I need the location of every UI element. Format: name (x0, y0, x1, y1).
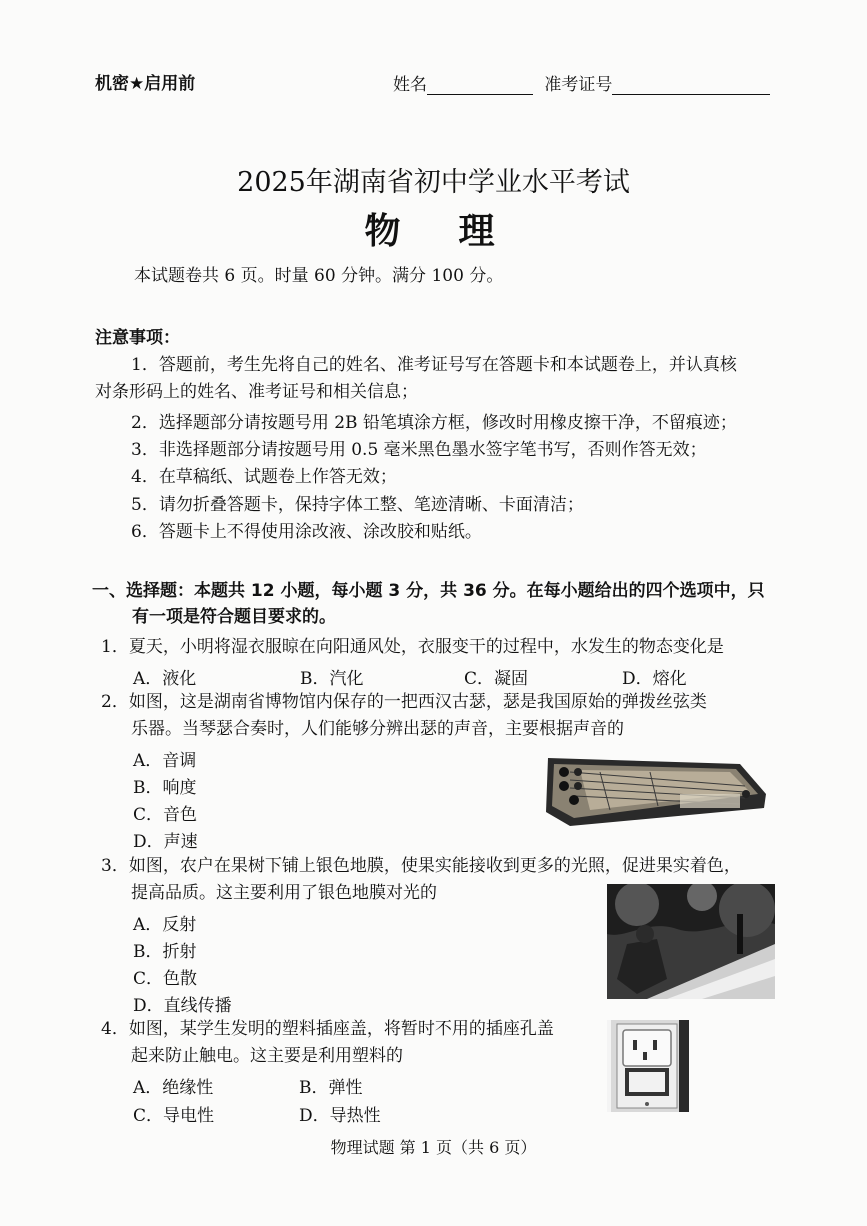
section-heading: 一、选择题：本题共 12 小题，每小题 3 分，共 36 分。在每小题给出的四个选项中，只 (92, 581, 765, 601)
option: B．弹性 (299, 1078, 363, 1098)
option: D．声速 (133, 832, 198, 852)
section-heading-cont: 有一项是符合题目要求的。 (132, 607, 336, 627)
question-stem-cont: 起来防止触电。这主要是利用塑料的 (131, 1046, 403, 1066)
option: D．熔化 (622, 669, 687, 689)
note-item: 2．选择题部分请按题号用 2B 铅笔填涂方框，修改时用橡皮擦干净，不留痕迹； (131, 413, 737, 433)
subject-title: 物理 (364, 210, 553, 252)
name-label: 姓名 (393, 75, 427, 95)
note-item: 3．非选择题部分请按题号用 0.5 毫米黑色墨水签字笔书写，否则作答无效； (131, 440, 707, 460)
option: D．直线传播 (133, 996, 232, 1016)
exam-title: 2025年湖南省初中学业水平考试 (237, 167, 630, 198)
page-footer: 物理试题 第 1 页（共 6 页） (330, 1138, 537, 1157)
question-stem: 4．如图，某学生发明的塑料插座盖，将暂时不用的插座孔盖 (101, 1019, 554, 1039)
option: B．折射 (133, 942, 197, 962)
orchard-film-image (607, 884, 775, 999)
option: C．色散 (133, 969, 198, 989)
notes-heading: 注意事项： (95, 328, 180, 348)
candidate-info (393, 70, 770, 95)
question-stem: 2．如图，这是湖南省博物馆内保存的一把西汉古瑟，瑟是我国原始的弹拨丝弦类 (101, 692, 707, 712)
option: C．音色 (133, 805, 198, 825)
note-item: 4．在草稿纸、试题卷上作答无效； (131, 467, 397, 487)
socket-cover-image (607, 1020, 689, 1112)
id-label: 准考证号 (544, 75, 613, 95)
question-stem: 1．夏天，小明将湿衣服晾在向阳通风处，衣服变干的过程中，水发生的物态变化是 (101, 637, 724, 657)
question-stem: 3．如图，农户在果树下铺上银色地膜，使果实能接收到更多的光照，促进果实着色， (101, 856, 741, 876)
option: C．导电性 (133, 1106, 215, 1126)
option: A．液化 (133, 669, 197, 689)
note-item: 6．答题卡上不得使用涂改液、涂改胶和贴纸。 (131, 522, 482, 542)
option: D．导热性 (299, 1106, 381, 1126)
name-blank (427, 78, 533, 95)
option: C．凝固 (464, 669, 529, 689)
note-item: 5．请勿折叠答题卡，保持字体工整、笔迹清晰、卡面清洁； (131, 495, 584, 515)
confidential-label: 机密★启用前 (95, 74, 196, 94)
option: A．音调 (133, 751, 197, 771)
id-blank (612, 78, 770, 95)
question-stem-cont: 乐器。当琴瑟合奏时，人们能够分辨出瑟的声音，主要根据声音的 (131, 719, 624, 739)
option: B．汽化 (300, 669, 364, 689)
option: A．绝缘性 (133, 1078, 214, 1098)
note-item: 对条形码上的姓名、准考证号和相关信息； (95, 382, 418, 402)
se-instrument-image (540, 742, 770, 834)
note-item: 1．答题前，考生先将自己的姓名、准考证号写在答题卡和本试题卷上，并认真核 (131, 355, 737, 375)
question-stem-cont: 提高品质。这主要利用了银色地膜对光的 (131, 883, 437, 903)
option: A．反射 (133, 915, 197, 935)
exam-info: 本试题卷共 6 页。时量 60 分钟。满分 100 分。 (134, 266, 504, 286)
option: B．响度 (133, 778, 197, 798)
